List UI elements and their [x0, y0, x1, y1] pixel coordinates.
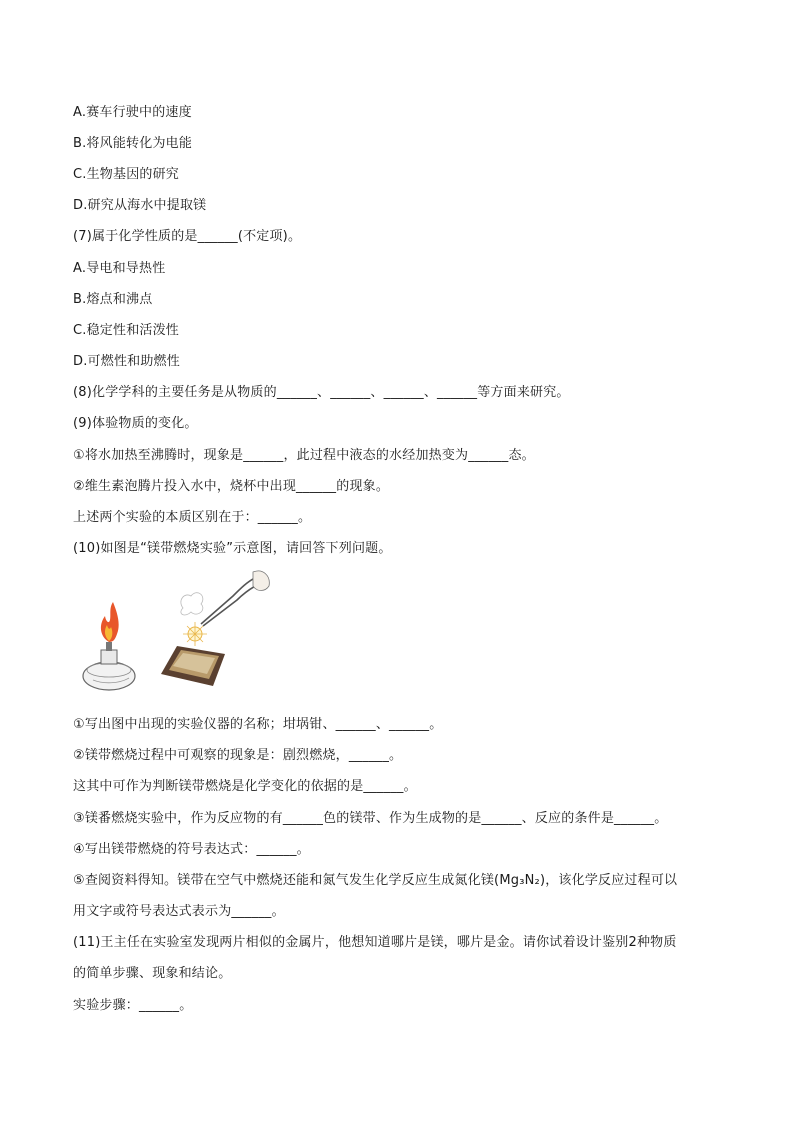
option-b-q7: B.熔点和沸点	[73, 292, 153, 307]
question-10-part-5-cont: 用文字或符号表达式表示为______。	[73, 904, 285, 919]
alcohol-lamp-icon	[83, 602, 135, 690]
question-9-summary: 上述两个实验的本质区别在于：______。	[73, 510, 312, 525]
question-11: (11)王主任在实验室发现两片相似的金属片，他想知道哪片是镁，哪片是金。请你试着设计鉴别2种物质	[73, 935, 677, 950]
question-10-part-1: ①写出图中出现的实验仪器的名称；坩埚钳、______、______。	[73, 717, 443, 732]
question-10-part-2: ②镁带燃烧过程中可观察的现象是：剧烈燃烧，______。	[73, 748, 403, 763]
question-11-steps: 实验步骤：______。	[73, 998, 193, 1013]
option-a-q6: A.赛车行驶中的速度	[73, 105, 192, 120]
question-7: (7)属于化学性质的是______(不定项)。	[73, 229, 302, 244]
question-9: (9)体验物质的变化。	[73, 416, 198, 431]
option-d-q6: D.研究从海水中提取镁	[73, 198, 207, 213]
question-10-part-3: ③镁番燃烧实验中，作为反应物的有______色的镁带、作为生成物的是______、反应的条件是______。	[73, 811, 668, 826]
burning-flame-icon	[181, 593, 207, 646]
question-10-part-4: ④写出镁带燃烧的符号表达式：______。	[73, 842, 310, 857]
question-11-cont: 的简单步骤、现象和结论。	[73, 966, 232, 981]
question-10-part-5: ⑤查阅资料得知。镁带在空气中燃烧还能和氮气发生化学反应生成氮化镁(Mg₃N₂)，该化学反应过程可以	[73, 873, 678, 888]
asbestos-net-icon	[161, 646, 225, 686]
question-9-part-1: ①将水加热至沸腾时，现象是______，此过程中液态的水经加热变为______态。	[73, 448, 535, 463]
question-10-part-2-basis: 这其中可作为判断镁带燃烧是化学变化的依据的是______。	[73, 779, 417, 794]
crucible-tongs-icon	[201, 571, 269, 626]
magnesium-burning-illustration	[73, 568, 273, 698]
option-d-q7: D.可燃性和助燃性	[73, 354, 180, 369]
option-b-q6: B.将风能转化为电能	[73, 136, 193, 151]
question-10: (10)如图是“镁带燃烧实验”示意图，请回答下列问题。	[73, 541, 392, 556]
option-c-q7: C.稳定性和活泼性	[73, 323, 180, 338]
option-a-q7: A.导电和导热性	[73, 261, 166, 276]
question-9-part-2: ②维生素泡腾片投入水中，烧杯中出现______的现象。	[73, 479, 390, 494]
question-8: (8)化学学科的主要任务是从物质的______、______、______、______等方面来研究。	[73, 385, 570, 400]
option-c-q6: C.生物基因的研究	[73, 167, 180, 182]
